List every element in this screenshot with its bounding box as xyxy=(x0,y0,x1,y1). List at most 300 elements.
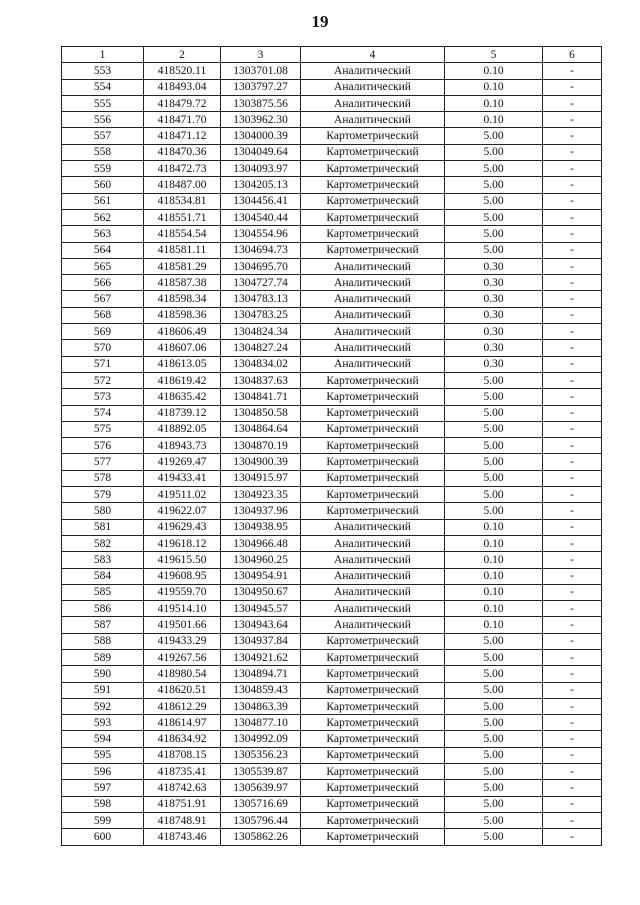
table-row xyxy=(62,666,602,682)
x-coordinate-cell: 419608.95 xyxy=(144,568,221,584)
method-cell: Аналитический xyxy=(301,112,445,128)
y-coordinate-cell: 1304205.13 xyxy=(221,177,301,193)
point-number-cell: 599 xyxy=(62,812,144,828)
note-cell: - xyxy=(543,764,602,780)
note-cell: - xyxy=(543,405,602,421)
method-cell: Аналитический xyxy=(301,584,445,600)
table-row xyxy=(62,796,602,812)
point-number-cell: 553 xyxy=(62,63,144,79)
point-number-cell: 559 xyxy=(62,161,144,177)
accuracy-cell: 5.00 xyxy=(445,715,543,731)
y-coordinate-cell: 1304992.09 xyxy=(221,731,301,747)
method-cell: Картометрический xyxy=(301,747,445,763)
y-coordinate-cell: 1305862.26 xyxy=(221,829,301,845)
table-row xyxy=(62,633,602,649)
method-cell: Картометрический xyxy=(301,780,445,796)
x-coordinate-cell: 418739.12 xyxy=(144,405,221,421)
table-row xyxy=(62,617,602,633)
y-coordinate-cell: 1304945.57 xyxy=(221,601,301,617)
y-coordinate-cell: 1304960.25 xyxy=(221,552,301,568)
point-number-cell: 583 xyxy=(62,552,144,568)
x-coordinate-cell: 418943.73 xyxy=(144,438,221,454)
x-coordinate-cell: 418742.63 xyxy=(144,780,221,796)
x-coordinate-cell: 418751.91 xyxy=(144,796,221,812)
note-cell: - xyxy=(543,421,602,437)
accuracy-cell: 5.00 xyxy=(445,421,543,437)
x-coordinate-cell: 418708.15 xyxy=(144,747,221,763)
point-number-cell: 561 xyxy=(62,193,144,209)
accuracy-cell: 0.10 xyxy=(445,112,543,128)
note-cell: - xyxy=(543,649,602,665)
x-coordinate-cell: 418612.29 xyxy=(144,698,221,714)
point-number-cell: 590 xyxy=(62,666,144,682)
note-cell: - xyxy=(543,112,602,128)
x-coordinate-cell: 418479.72 xyxy=(144,95,221,111)
accuracy-cell: 0.30 xyxy=(445,356,543,372)
note-cell: - xyxy=(543,519,602,535)
point-number-cell: 574 xyxy=(62,405,144,421)
point-number-cell: 563 xyxy=(62,226,144,242)
note-cell: - xyxy=(543,340,602,356)
method-cell: Аналитический xyxy=(301,356,445,372)
accuracy-cell: 5.00 xyxy=(445,161,543,177)
point-number-cell: 556 xyxy=(62,112,144,128)
method-cell: Картометрический xyxy=(301,829,445,845)
table-row xyxy=(62,79,602,95)
method-cell: Картометрический xyxy=(301,144,445,160)
point-number-cell: 595 xyxy=(62,747,144,763)
x-coordinate-cell: 418534.81 xyxy=(144,193,221,209)
y-coordinate-cell: 1304841.71 xyxy=(221,389,301,405)
note-cell: - xyxy=(543,128,602,144)
y-coordinate-cell: 1304923.35 xyxy=(221,487,301,503)
table-row xyxy=(62,438,602,454)
note-cell: - xyxy=(543,487,602,503)
point-number-cell: 567 xyxy=(62,291,144,307)
method-cell: Картометрический xyxy=(301,161,445,177)
table-row xyxy=(62,780,602,796)
note-cell: - xyxy=(543,617,602,633)
method-cell: Картометрический xyxy=(301,389,445,405)
method-cell: Аналитический xyxy=(301,95,445,111)
method-cell: Картометрический xyxy=(301,812,445,828)
accuracy-cell: 5.00 xyxy=(445,666,543,682)
accuracy-cell: 5.00 xyxy=(445,177,543,193)
point-number-cell: 555 xyxy=(62,95,144,111)
table-row xyxy=(62,715,602,731)
method-cell: Аналитический xyxy=(301,307,445,323)
y-coordinate-cell: 1304954.91 xyxy=(221,568,301,584)
method-cell: Картометрический xyxy=(301,715,445,731)
accuracy-cell: 0.10 xyxy=(445,519,543,535)
method-cell: Картометрический xyxy=(301,764,445,780)
method-cell: Картометрический xyxy=(301,372,445,388)
accuracy-cell: 0.10 xyxy=(445,601,543,617)
table-row xyxy=(62,226,602,242)
x-coordinate-cell: 418634.92 xyxy=(144,731,221,747)
y-coordinate-cell: 1304049.64 xyxy=(221,144,301,160)
table-row xyxy=(62,829,602,845)
note-cell: - xyxy=(543,389,602,405)
point-number-cell: 600 xyxy=(62,829,144,845)
accuracy-cell: 0.10 xyxy=(445,617,543,633)
accuracy-cell: 5.00 xyxy=(445,438,543,454)
point-number-cell: 572 xyxy=(62,372,144,388)
table-row xyxy=(62,487,602,503)
accuracy-cell: 0.30 xyxy=(445,324,543,340)
point-number-cell: 591 xyxy=(62,682,144,698)
point-number-cell: 568 xyxy=(62,307,144,323)
point-number-cell: 560 xyxy=(62,177,144,193)
note-cell: - xyxy=(543,780,602,796)
method-cell: Аналитический xyxy=(301,519,445,535)
column-header-2: 2 xyxy=(144,47,221,63)
method-cell: Картометрический xyxy=(301,666,445,682)
y-coordinate-cell: 1304694.73 xyxy=(221,242,301,258)
x-coordinate-cell: 419433.29 xyxy=(144,633,221,649)
table-row xyxy=(62,535,602,551)
table-row xyxy=(62,470,602,486)
method-cell: Аналитический xyxy=(301,568,445,584)
accuracy-cell: 5.00 xyxy=(445,193,543,209)
method-cell: Картометрический xyxy=(301,454,445,470)
table-row xyxy=(62,161,602,177)
point-number-cell: 575 xyxy=(62,421,144,437)
column-header-3: 3 xyxy=(221,47,301,63)
point-number-cell: 562 xyxy=(62,209,144,225)
y-coordinate-cell: 1303797.27 xyxy=(221,79,301,95)
y-coordinate-cell: 1304937.96 xyxy=(221,503,301,519)
table-row xyxy=(62,95,602,111)
y-coordinate-cell: 1304850.58 xyxy=(221,405,301,421)
point-number-cell: 584 xyxy=(62,568,144,584)
x-coordinate-cell: 418472.73 xyxy=(144,161,221,177)
note-cell: - xyxy=(543,193,602,209)
method-cell: Картометрический xyxy=(301,128,445,144)
y-coordinate-cell: 1304827.24 xyxy=(221,340,301,356)
accuracy-cell: 5.00 xyxy=(445,698,543,714)
method-cell: Картометрический xyxy=(301,193,445,209)
accuracy-cell: 5.00 xyxy=(445,764,543,780)
accuracy-cell: 5.00 xyxy=(445,633,543,649)
accuracy-cell: 5.00 xyxy=(445,812,543,828)
table-row xyxy=(62,405,602,421)
point-number-cell: 594 xyxy=(62,731,144,747)
table-row xyxy=(62,128,602,144)
x-coordinate-cell: 418587.38 xyxy=(144,275,221,291)
x-coordinate-cell: 418735.41 xyxy=(144,764,221,780)
note-cell: - xyxy=(543,715,602,731)
note-cell: - xyxy=(543,324,602,340)
y-coordinate-cell: 1304900.39 xyxy=(221,454,301,470)
x-coordinate-cell: 418551.71 xyxy=(144,209,221,225)
table-row xyxy=(62,649,602,665)
accuracy-cell: 0.10 xyxy=(445,95,543,111)
x-coordinate-cell: 419629.43 xyxy=(144,519,221,535)
y-coordinate-cell: 1305716.69 xyxy=(221,796,301,812)
accuracy-cell: 5.00 xyxy=(445,731,543,747)
table-row xyxy=(62,372,602,388)
method-cell: Картометрический xyxy=(301,503,445,519)
y-coordinate-cell: 1304938.95 xyxy=(221,519,301,535)
y-coordinate-cell: 1303875.56 xyxy=(221,95,301,111)
method-cell: Аналитический xyxy=(301,324,445,340)
method-cell: Картометрический xyxy=(301,633,445,649)
page-number: 19 xyxy=(311,12,329,31)
x-coordinate-cell: 418607.06 xyxy=(144,340,221,356)
note-cell: - xyxy=(543,470,602,486)
x-coordinate-cell: 418980.54 xyxy=(144,666,221,682)
accuracy-cell: 5.00 xyxy=(445,780,543,796)
table-row xyxy=(62,112,602,128)
y-coordinate-cell: 1304783.25 xyxy=(221,307,301,323)
note-cell: - xyxy=(543,601,602,617)
point-number-cell: 554 xyxy=(62,79,144,95)
note-cell: - xyxy=(543,307,602,323)
x-coordinate-cell: 418620.51 xyxy=(144,682,221,698)
y-coordinate-cell: 1304093.97 xyxy=(221,161,301,177)
y-coordinate-cell: 1304894.71 xyxy=(221,666,301,682)
point-number-cell: 576 xyxy=(62,438,144,454)
table-row xyxy=(62,291,602,307)
method-cell: Аналитический xyxy=(301,275,445,291)
note-cell: - xyxy=(543,209,602,225)
method-cell: Картометрический xyxy=(301,796,445,812)
y-coordinate-cell: 1304554.96 xyxy=(221,226,301,242)
method-cell: Картометрический xyxy=(301,698,445,714)
x-coordinate-cell: 418520.11 xyxy=(144,63,221,79)
x-coordinate-cell: 418598.34 xyxy=(144,291,221,307)
note-cell: - xyxy=(543,95,602,111)
x-coordinate-cell: 419559.70 xyxy=(144,584,221,600)
method-cell: Картометрический xyxy=(301,405,445,421)
accuracy-cell: 0.30 xyxy=(445,307,543,323)
table-row xyxy=(62,568,602,584)
y-coordinate-cell: 1304824.34 xyxy=(221,324,301,340)
point-number-cell: 577 xyxy=(62,454,144,470)
x-coordinate-cell: 418748.91 xyxy=(144,812,221,828)
y-coordinate-cell: 1304834.02 xyxy=(221,356,301,372)
method-cell: Картометрический xyxy=(301,421,445,437)
column-header-4: 4 xyxy=(301,47,445,63)
x-coordinate-cell: 418613.05 xyxy=(144,356,221,372)
method-cell: Аналитический xyxy=(301,535,445,551)
note-cell: - xyxy=(543,666,602,682)
y-coordinate-cell: 1304915.97 xyxy=(221,470,301,486)
point-number-cell: 598 xyxy=(62,796,144,812)
accuracy-cell: 0.10 xyxy=(445,552,543,568)
note-cell: - xyxy=(543,258,602,274)
table-row xyxy=(62,584,602,600)
table-row xyxy=(62,340,602,356)
x-coordinate-cell: 419269.47 xyxy=(144,454,221,470)
y-coordinate-cell: 1304870.19 xyxy=(221,438,301,454)
point-number-cell: 592 xyxy=(62,698,144,714)
table-row xyxy=(62,177,602,193)
table-header-row xyxy=(62,47,602,63)
y-coordinate-cell: 1304837.63 xyxy=(221,372,301,388)
x-coordinate-cell: 418471.12 xyxy=(144,128,221,144)
x-coordinate-cell: 418892.05 xyxy=(144,421,221,437)
y-coordinate-cell: 1305539.87 xyxy=(221,764,301,780)
table-row xyxy=(62,258,602,274)
table-row xyxy=(62,747,602,763)
x-coordinate-cell: 418581.29 xyxy=(144,258,221,274)
point-number-cell: 573 xyxy=(62,389,144,405)
point-number-cell: 564 xyxy=(62,242,144,258)
method-cell: Картометрический xyxy=(301,682,445,698)
accuracy-cell: 5.00 xyxy=(445,128,543,144)
accuracy-cell: 0.30 xyxy=(445,258,543,274)
y-coordinate-cell: 1304966.48 xyxy=(221,535,301,551)
note-cell: - xyxy=(543,584,602,600)
method-cell: Аналитический xyxy=(301,79,445,95)
accuracy-cell: 0.10 xyxy=(445,535,543,551)
point-number-cell: 566 xyxy=(62,275,144,291)
method-cell: Картометрический xyxy=(301,438,445,454)
table-row xyxy=(62,698,602,714)
accuracy-cell: 5.00 xyxy=(445,242,543,258)
point-number-cell: 589 xyxy=(62,649,144,665)
method-cell: Картометрический xyxy=(301,177,445,193)
x-coordinate-cell: 418487.00 xyxy=(144,177,221,193)
note-cell: - xyxy=(543,829,602,845)
point-number-cell: 570 xyxy=(62,340,144,356)
accuracy-cell: 5.00 xyxy=(445,503,543,519)
x-coordinate-cell: 418471.70 xyxy=(144,112,221,128)
note-cell: - xyxy=(543,552,602,568)
y-coordinate-cell: 1304456.41 xyxy=(221,193,301,209)
x-coordinate-cell: 419618.12 xyxy=(144,535,221,551)
note-cell: - xyxy=(543,731,602,747)
point-number-cell: 588 xyxy=(62,633,144,649)
x-coordinate-cell: 418743.46 xyxy=(144,829,221,845)
y-coordinate-cell: 1304000.39 xyxy=(221,128,301,144)
accuracy-cell: 0.10 xyxy=(445,584,543,600)
table-row xyxy=(62,421,602,437)
y-coordinate-cell: 1305356.23 xyxy=(221,747,301,763)
method-cell: Картометрический xyxy=(301,242,445,258)
table-row xyxy=(62,63,602,79)
note-cell: - xyxy=(543,63,602,79)
method-cell: Картометрический xyxy=(301,470,445,486)
note-cell: - xyxy=(543,356,602,372)
method-cell: Картометрический xyxy=(301,649,445,665)
method-cell: Аналитический xyxy=(301,552,445,568)
table-row xyxy=(62,764,602,780)
note-cell: - xyxy=(543,812,602,828)
x-coordinate-cell: 418581.11 xyxy=(144,242,221,258)
point-number-cell: 571 xyxy=(62,356,144,372)
note-cell: - xyxy=(543,796,602,812)
table-row xyxy=(62,601,602,617)
accuracy-cell: 5.00 xyxy=(445,487,543,503)
table-row xyxy=(62,552,602,568)
x-coordinate-cell: 418619.42 xyxy=(144,372,221,388)
accuracy-cell: 0.30 xyxy=(445,275,543,291)
accuracy-cell: 0.30 xyxy=(445,291,543,307)
accuracy-cell: 5.00 xyxy=(445,829,543,845)
note-cell: - xyxy=(543,535,602,551)
note-cell: - xyxy=(543,275,602,291)
note-cell: - xyxy=(543,438,602,454)
coordinates-table xyxy=(61,46,602,846)
x-coordinate-cell: 418470.36 xyxy=(144,144,221,160)
table-row xyxy=(62,389,602,405)
column-header-5: 5 xyxy=(445,47,543,63)
coordinates-table-container xyxy=(61,46,601,846)
accuracy-cell: 5.00 xyxy=(445,454,543,470)
note-cell: - xyxy=(543,503,602,519)
table-row xyxy=(62,454,602,470)
note-cell: - xyxy=(543,633,602,649)
note-cell: - xyxy=(543,144,602,160)
note-cell: - xyxy=(543,372,602,388)
y-coordinate-cell: 1304727.74 xyxy=(221,275,301,291)
x-coordinate-cell: 419433.41 xyxy=(144,470,221,486)
accuracy-cell: 5.00 xyxy=(445,405,543,421)
x-coordinate-cell: 419615.50 xyxy=(144,552,221,568)
note-cell: - xyxy=(543,747,602,763)
point-number-cell: 582 xyxy=(62,535,144,551)
method-cell: Картометрический xyxy=(301,226,445,242)
y-coordinate-cell: 1304540.44 xyxy=(221,209,301,225)
y-coordinate-cell: 1304864.64 xyxy=(221,421,301,437)
accuracy-cell: 0.10 xyxy=(445,568,543,584)
point-number-cell: 558 xyxy=(62,144,144,160)
accuracy-cell: 0.10 xyxy=(445,79,543,95)
table-row xyxy=(62,519,602,535)
point-number-cell: 569 xyxy=(62,324,144,340)
column-header-1: 1 xyxy=(62,47,144,63)
method-cell: Аналитический xyxy=(301,617,445,633)
y-coordinate-cell: 1303701.08 xyxy=(221,63,301,79)
table-row xyxy=(62,812,602,828)
x-coordinate-cell: 419511.02 xyxy=(144,487,221,503)
note-cell: - xyxy=(543,161,602,177)
y-coordinate-cell: 1304921.62 xyxy=(221,649,301,665)
accuracy-cell: 5.00 xyxy=(445,209,543,225)
y-coordinate-cell: 1304943.64 xyxy=(221,617,301,633)
table-row xyxy=(62,324,602,340)
x-coordinate-cell: 419514.10 xyxy=(144,601,221,617)
note-cell: - xyxy=(543,291,602,307)
y-coordinate-cell: 1304877.10 xyxy=(221,715,301,731)
method-cell: Аналитический xyxy=(301,258,445,274)
table-row xyxy=(62,503,602,519)
table-row xyxy=(62,275,602,291)
point-number-cell: 565 xyxy=(62,258,144,274)
point-number-cell: 593 xyxy=(62,715,144,731)
y-coordinate-cell: 1304695.70 xyxy=(221,258,301,274)
note-cell: - xyxy=(543,698,602,714)
note-cell: - xyxy=(543,568,602,584)
table-body xyxy=(62,63,602,845)
accuracy-cell: 5.00 xyxy=(445,144,543,160)
y-coordinate-cell: 1304937.84 xyxy=(221,633,301,649)
y-coordinate-cell: 1304783.13 xyxy=(221,291,301,307)
accuracy-cell: 5.00 xyxy=(445,389,543,405)
x-coordinate-cell: 418554.54 xyxy=(144,226,221,242)
point-number-cell: 585 xyxy=(62,584,144,600)
point-number-cell: 596 xyxy=(62,764,144,780)
point-number-cell: 581 xyxy=(62,519,144,535)
point-number-cell: 578 xyxy=(62,470,144,486)
note-cell: - xyxy=(543,177,602,193)
accuracy-cell: 5.00 xyxy=(445,682,543,698)
note-cell: - xyxy=(543,79,602,95)
method-cell: Картометрический xyxy=(301,487,445,503)
